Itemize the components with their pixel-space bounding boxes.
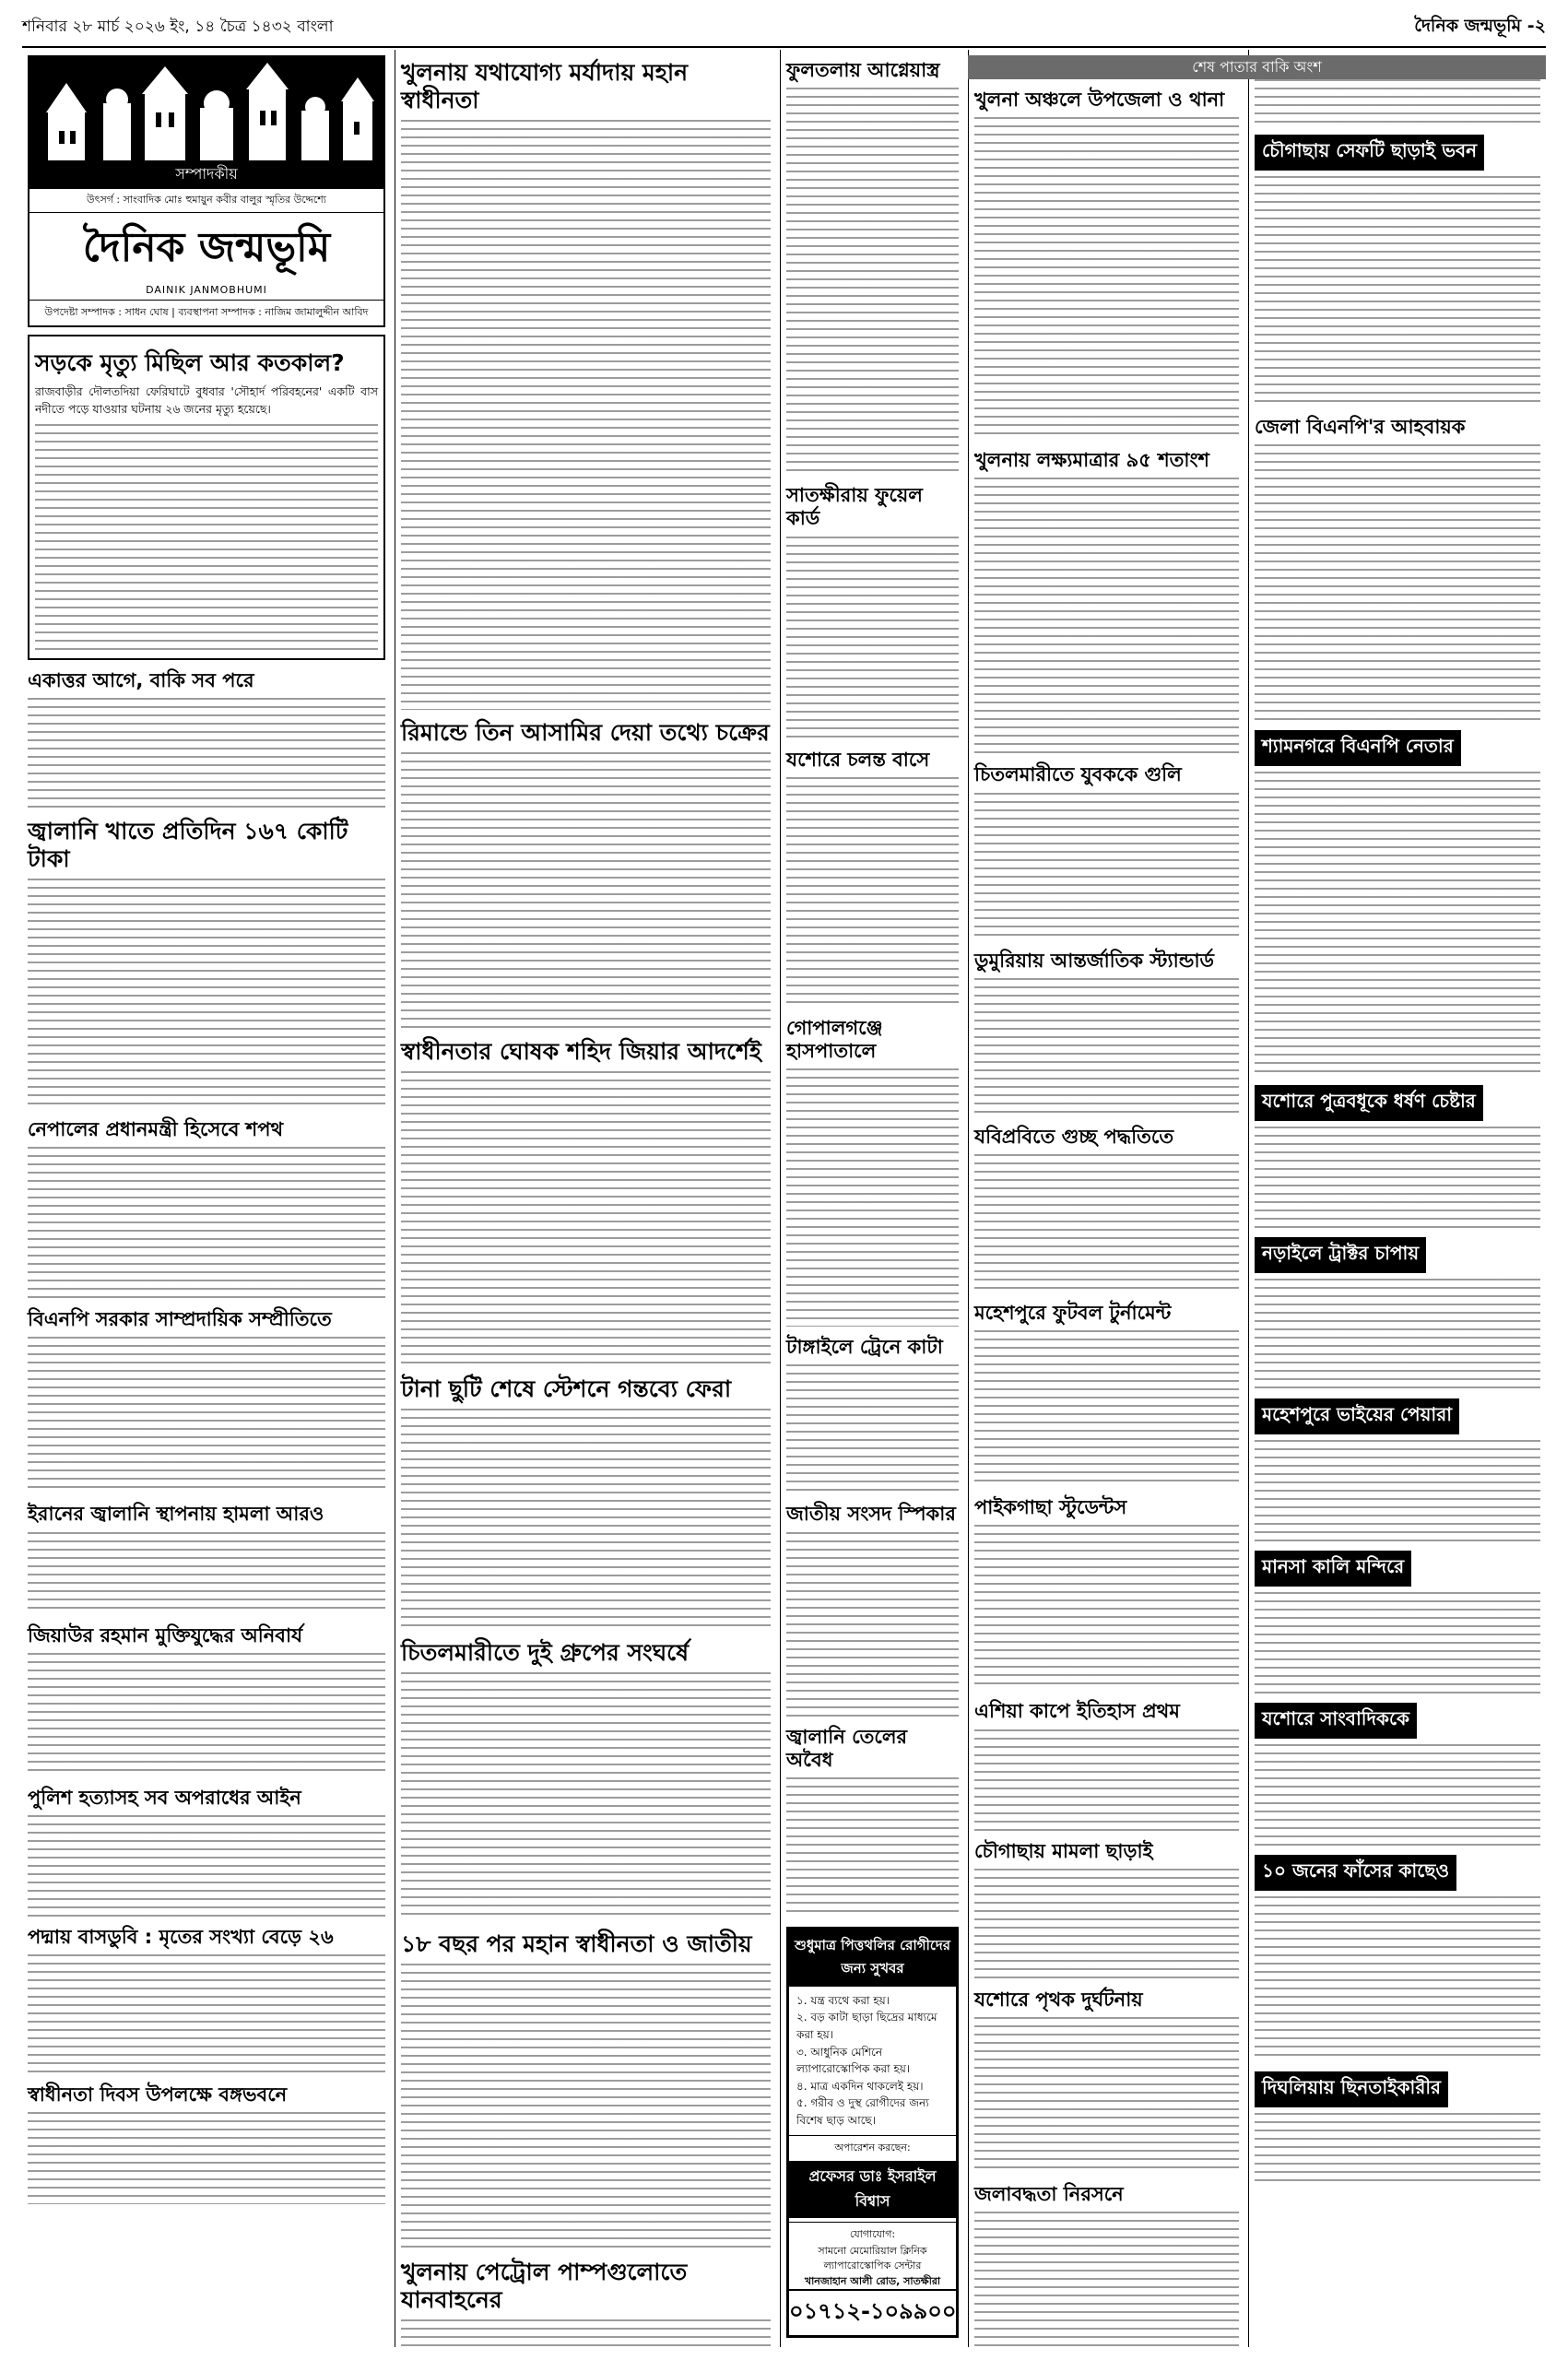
headline: টাঙ্গাইলে ট্রেনে কাটা <box>786 1336 943 1359</box>
article-body-text <box>28 1147 385 1299</box>
headline: রিমান্ডে তিন আসামির দেয়া তথ্যে চক্রের <box>401 719 770 746</box>
article-body-text <box>401 752 771 1029</box>
headline: ডুমুরিয়ায় আন্তর্জাতিক স্ট্যান্ডার্ড <box>974 949 1214 972</box>
headline-inverted: মানসা কালি মন্দিরে <box>1255 1551 1411 1587</box>
article-body-text <box>1255 1127 1540 1228</box>
editorial-lead: রাজবাড়ীর দৌলতদিয়া ফেরিঘাটে বুধবার 'সৌহার্দ পরিবহনের' একটি বাস নদীতে পড়ে যাওয়ার ঘটনায় ২৬ জনের মৃত্যু হয়েছে। <box>35 384 378 417</box>
column-3 <box>780 50 964 2347</box>
headline: চৌগাছায় মামলা ছাড়াই <box>974 1839 1153 1862</box>
article-body-text <box>1255 176 1540 407</box>
ad-phone: ০১৭১২-১০৯৯০০ <box>789 2289 956 2335</box>
column-1 <box>22 50 391 2347</box>
ad-point: ৩. আধুনিক মেশিনে ল্যাপারোস্কোপিক করা হয়। <box>796 2045 911 2076</box>
headline-inverted: চৌগাছায় সেফটি ছাড়াই ভবন <box>1255 135 1484 171</box>
article-body-text <box>786 537 959 739</box>
column-4 <box>968 50 1244 2347</box>
article-body-text <box>1255 772 1540 1076</box>
article-body-text <box>974 1869 1239 1979</box>
column-5 <box>1248 50 1546 2347</box>
headline-inverted: মহেশপুরে ভাইয়ের পেয়ারা <box>1255 1398 1459 1434</box>
skyline-illustration <box>29 57 383 160</box>
headline: জ্বালানি তেলের অবৈধ <box>786 1725 908 1771</box>
article-body-text <box>974 1154 1239 1292</box>
article-body-text <box>786 1364 959 1493</box>
article-body-text <box>786 777 959 1008</box>
headline: টানা ছুটি শেষে স্টেশনে গন্তব্যে ফেরা <box>401 1375 732 1402</box>
article-body-text <box>974 2017 1239 2174</box>
ad-title: শুধুমাত্র পিত্তথলির রোগীদের জন্য সুখবর <box>789 1929 956 1987</box>
article-body-text <box>974 978 1239 1116</box>
headline: খুলনায় যথাযোগ্য মর্যাদায় মহান স্বাধীনতা <box>401 59 689 113</box>
headline: চিতলমারীতে যুবককে গুলি <box>974 763 1182 786</box>
article-body-text <box>974 793 1239 940</box>
headline: জ্বালানি খাতে প্রতিদিন ১৬৭ কোটি টাকা <box>28 817 348 872</box>
headline: চিতলমারীতে দুই গ্রুপের সংঘর্ষে <box>401 1639 690 1666</box>
article-body-text <box>28 1337 385 1493</box>
article-body-text <box>1255 1744 1540 1846</box>
article-body-text <box>28 698 385 808</box>
editors-line: উপদেষ্টা সম্পাদক : সাধন ঘোষ | ব্যবস্থাপনা সম্পাদক : নাজিম জামালুদ্দীন আবিদ <box>29 300 383 325</box>
headline: যশোরে পৃথক দুর্ঘটনায় <box>974 1988 1143 2011</box>
headline: ফুলতলায় আগ্নেয়াস্ত্র <box>786 59 940 81</box>
headline: নেপালের প্রধানমন্ত্রী হিসেবে শপথ <box>28 1117 284 1140</box>
headline: খুলনায় পেট্রোল পাম্পগুলোতে যানবাহনের <box>401 2259 688 2313</box>
article-body-text <box>401 2319 771 2347</box>
newspaper-latin-name: DAINIK JANMOBHUMI <box>146 284 267 296</box>
article-body-text <box>974 1729 1239 1831</box>
masthead <box>28 55 385 327</box>
article-body-text <box>401 1071 771 1366</box>
ad-address: খানজাহান আলী রোড, সাতক্ষীরা <box>804 2274 941 2287</box>
headline: জাতীয় সংসদ স্পিকার <box>786 1503 956 1526</box>
headline-inverted: ১০ জনের ফাঁসের কাছেও <box>1255 1855 1456 1891</box>
ad-clinic-name: সামনো মেমোরিয়াল ক্লিনিক ল্যাপারোস্কোপিক সেন্টার <box>818 2244 927 2272</box>
section-banner: শেষ পাতার বাকি অংশ <box>968 55 1546 79</box>
editorial-title: সড়কে মৃত্যু মিছিল আর কতকাল? <box>35 349 345 376</box>
editorial-body-text <box>35 424 378 655</box>
headline: জিয়াউর রহমান মুক্তিযুদ্ধের অনিবার্য <box>28 1623 303 1646</box>
article-body-text <box>974 1525 1239 1691</box>
dedication-line: উৎসর্গ : সাংবাদিক মোঃ হুমায়ুন কবীর বালুর স্মৃতির উদ্দেশ্যে <box>29 189 383 213</box>
article-body-text <box>786 1777 959 1916</box>
headline-inverted: যশোরে পুত্রবধূকে ধর্ষণ চেষ্টার <box>1255 1085 1483 1121</box>
article-body-text <box>401 1672 771 1921</box>
headline: পুলিশ হত্যাসহ সব অপরাধের আইন <box>28 1786 301 1809</box>
headline-inverted: যশোরে সাংবাদিককে <box>1255 1703 1417 1739</box>
headline: পদ্মায় বাসডুবি : মৃতের সংখ্যা বেড়ে ২৬ <box>28 1925 334 1948</box>
headline: জেলা বিএনপি'র আহবায়ক <box>1255 416 1466 438</box>
article-body-text <box>28 1954 385 2074</box>
article-body-text <box>1255 79 1540 125</box>
headline: যবিপ্রবিতে গুচ্ছ পদ্ধতিতে <box>974 1125 1174 1148</box>
ad-points <box>789 1992 956 2130</box>
headline: স্বাধীনতা দিবস উপলক্ষে বঙ্গভবনে <box>28 2083 288 2106</box>
ad-point: ২. বড় কাটা ছাড়া ছিদ্রের মাধ্যমে করা হয়। <box>796 2011 937 2042</box>
ad-contact-label: যোগাযোগ: <box>789 2222 956 2244</box>
article-body-text <box>1255 1896 1540 2062</box>
newspaper-name: দৈনিক জন্মভূমি <box>82 224 331 271</box>
clinic-advertisement <box>786 1927 959 2338</box>
article-body-text <box>786 1532 959 1717</box>
article-body-text <box>974 2212 1239 2347</box>
page-label: দৈনিক জন্মভূমি -২ <box>1414 16 1546 36</box>
ad-point: ৫. গরীব ও দুস্থ রোগীদের জন্য বিশেষ ছাড় আছে। <box>796 2096 929 2128</box>
article-body-text <box>786 88 959 475</box>
headline: এশিয়া কাপে ইতিহাস প্রথম <box>974 1700 1180 1723</box>
headline: মহেশপুরে ফুটবল টুর্নামেন্ট <box>974 1301 1172 1324</box>
column-2 <box>395 50 776 2347</box>
ad-point: ১. যন্ত্র ব্যথে করা হয়। <box>796 1993 890 2007</box>
article-body-text <box>786 1068 959 1327</box>
headline: খুলনায় লক্ষ্যমাত্রার ৯৫ শতাংশ <box>974 449 1209 472</box>
headline-inverted: নড়াইলে ট্রাক্টর চাপায় <box>1255 1237 1426 1273</box>
ad-surgeon-label: অপারেশন করছেন: <box>789 2135 956 2157</box>
article-body-text <box>28 1532 385 1615</box>
article-body-text <box>1255 444 1540 721</box>
headline: স্বাধীনতার ঘোষক শহিদ জিয়ার আদর্শেই <box>401 1038 761 1065</box>
headline: ইরানের জ্বালানি স্থাপনায় হামলা আরও <box>28 1503 324 1526</box>
headline: গোপালগঞ্জে হাসপাতালে <box>786 1016 883 1062</box>
article-body-text <box>401 1409 771 1630</box>
headline: খুলনা অঞ্চলে উপজেলা ও থানা <box>974 88 1225 111</box>
article-body-text <box>28 879 385 1109</box>
date-line: শনিবার ২৮ মার্চ ২০২৬ ইং, ১৪ চৈত্র ১৪৩২ বাংলা <box>22 18 334 36</box>
ad-point: ৪. মাত্র একদিন থাকলেই হয়। <box>796 2079 924 2093</box>
headline: যশোরে চলন্ত বাসে <box>786 748 930 771</box>
article-body-text <box>1255 2113 1540 2187</box>
editorial-article <box>28 335 385 660</box>
headline: জলাবদ্ধতা নিরসনে <box>974 2182 1124 2205</box>
article-body-text <box>28 2112 385 2204</box>
headline: সাতক্ষীরায় ফুয়েল কার্ড <box>786 484 923 530</box>
headline: পাইকগাছা স্টুডেন্টস <box>974 1496 1127 1519</box>
article-body-text <box>974 117 1239 440</box>
article-body-text <box>401 120 771 710</box>
masthead-skyline-art <box>29 57 383 160</box>
article-body-text <box>974 1330 1239 1487</box>
headline: ১৮ বছর পর মহান স্বাধীনতা ও জাতীয় <box>401 1930 752 1957</box>
article-body-text <box>1255 1440 1540 1541</box>
ad-surgeon-name: প্রফেসর ডাঃ ইসরাইল বিশ্বাস <box>789 2161 956 2218</box>
article-body-text <box>28 1653 385 1777</box>
article-body-text <box>28 1815 385 1917</box>
headline-inverted: দিঘলিয়ায় ছিনতাইকারীর <box>1255 2071 1448 2107</box>
article-body-text <box>1255 1592 1540 1693</box>
headline-inverted: শ্যামনগরে বিএনপি নেতার <box>1255 730 1461 766</box>
article-body-text <box>974 478 1239 754</box>
editorial-label: সম্পাদকীয় <box>29 160 383 189</box>
headline: বিএনপি সরকার সাম্প্রদায়িক সম্প্রীতিতে <box>28 1308 332 1331</box>
headline: একাত্তর আগে, বাকি সব পরে <box>28 668 254 691</box>
page-header <box>22 9 1546 48</box>
article-body-text <box>1255 1279 1540 1389</box>
article-body-text <box>401 1964 771 2249</box>
